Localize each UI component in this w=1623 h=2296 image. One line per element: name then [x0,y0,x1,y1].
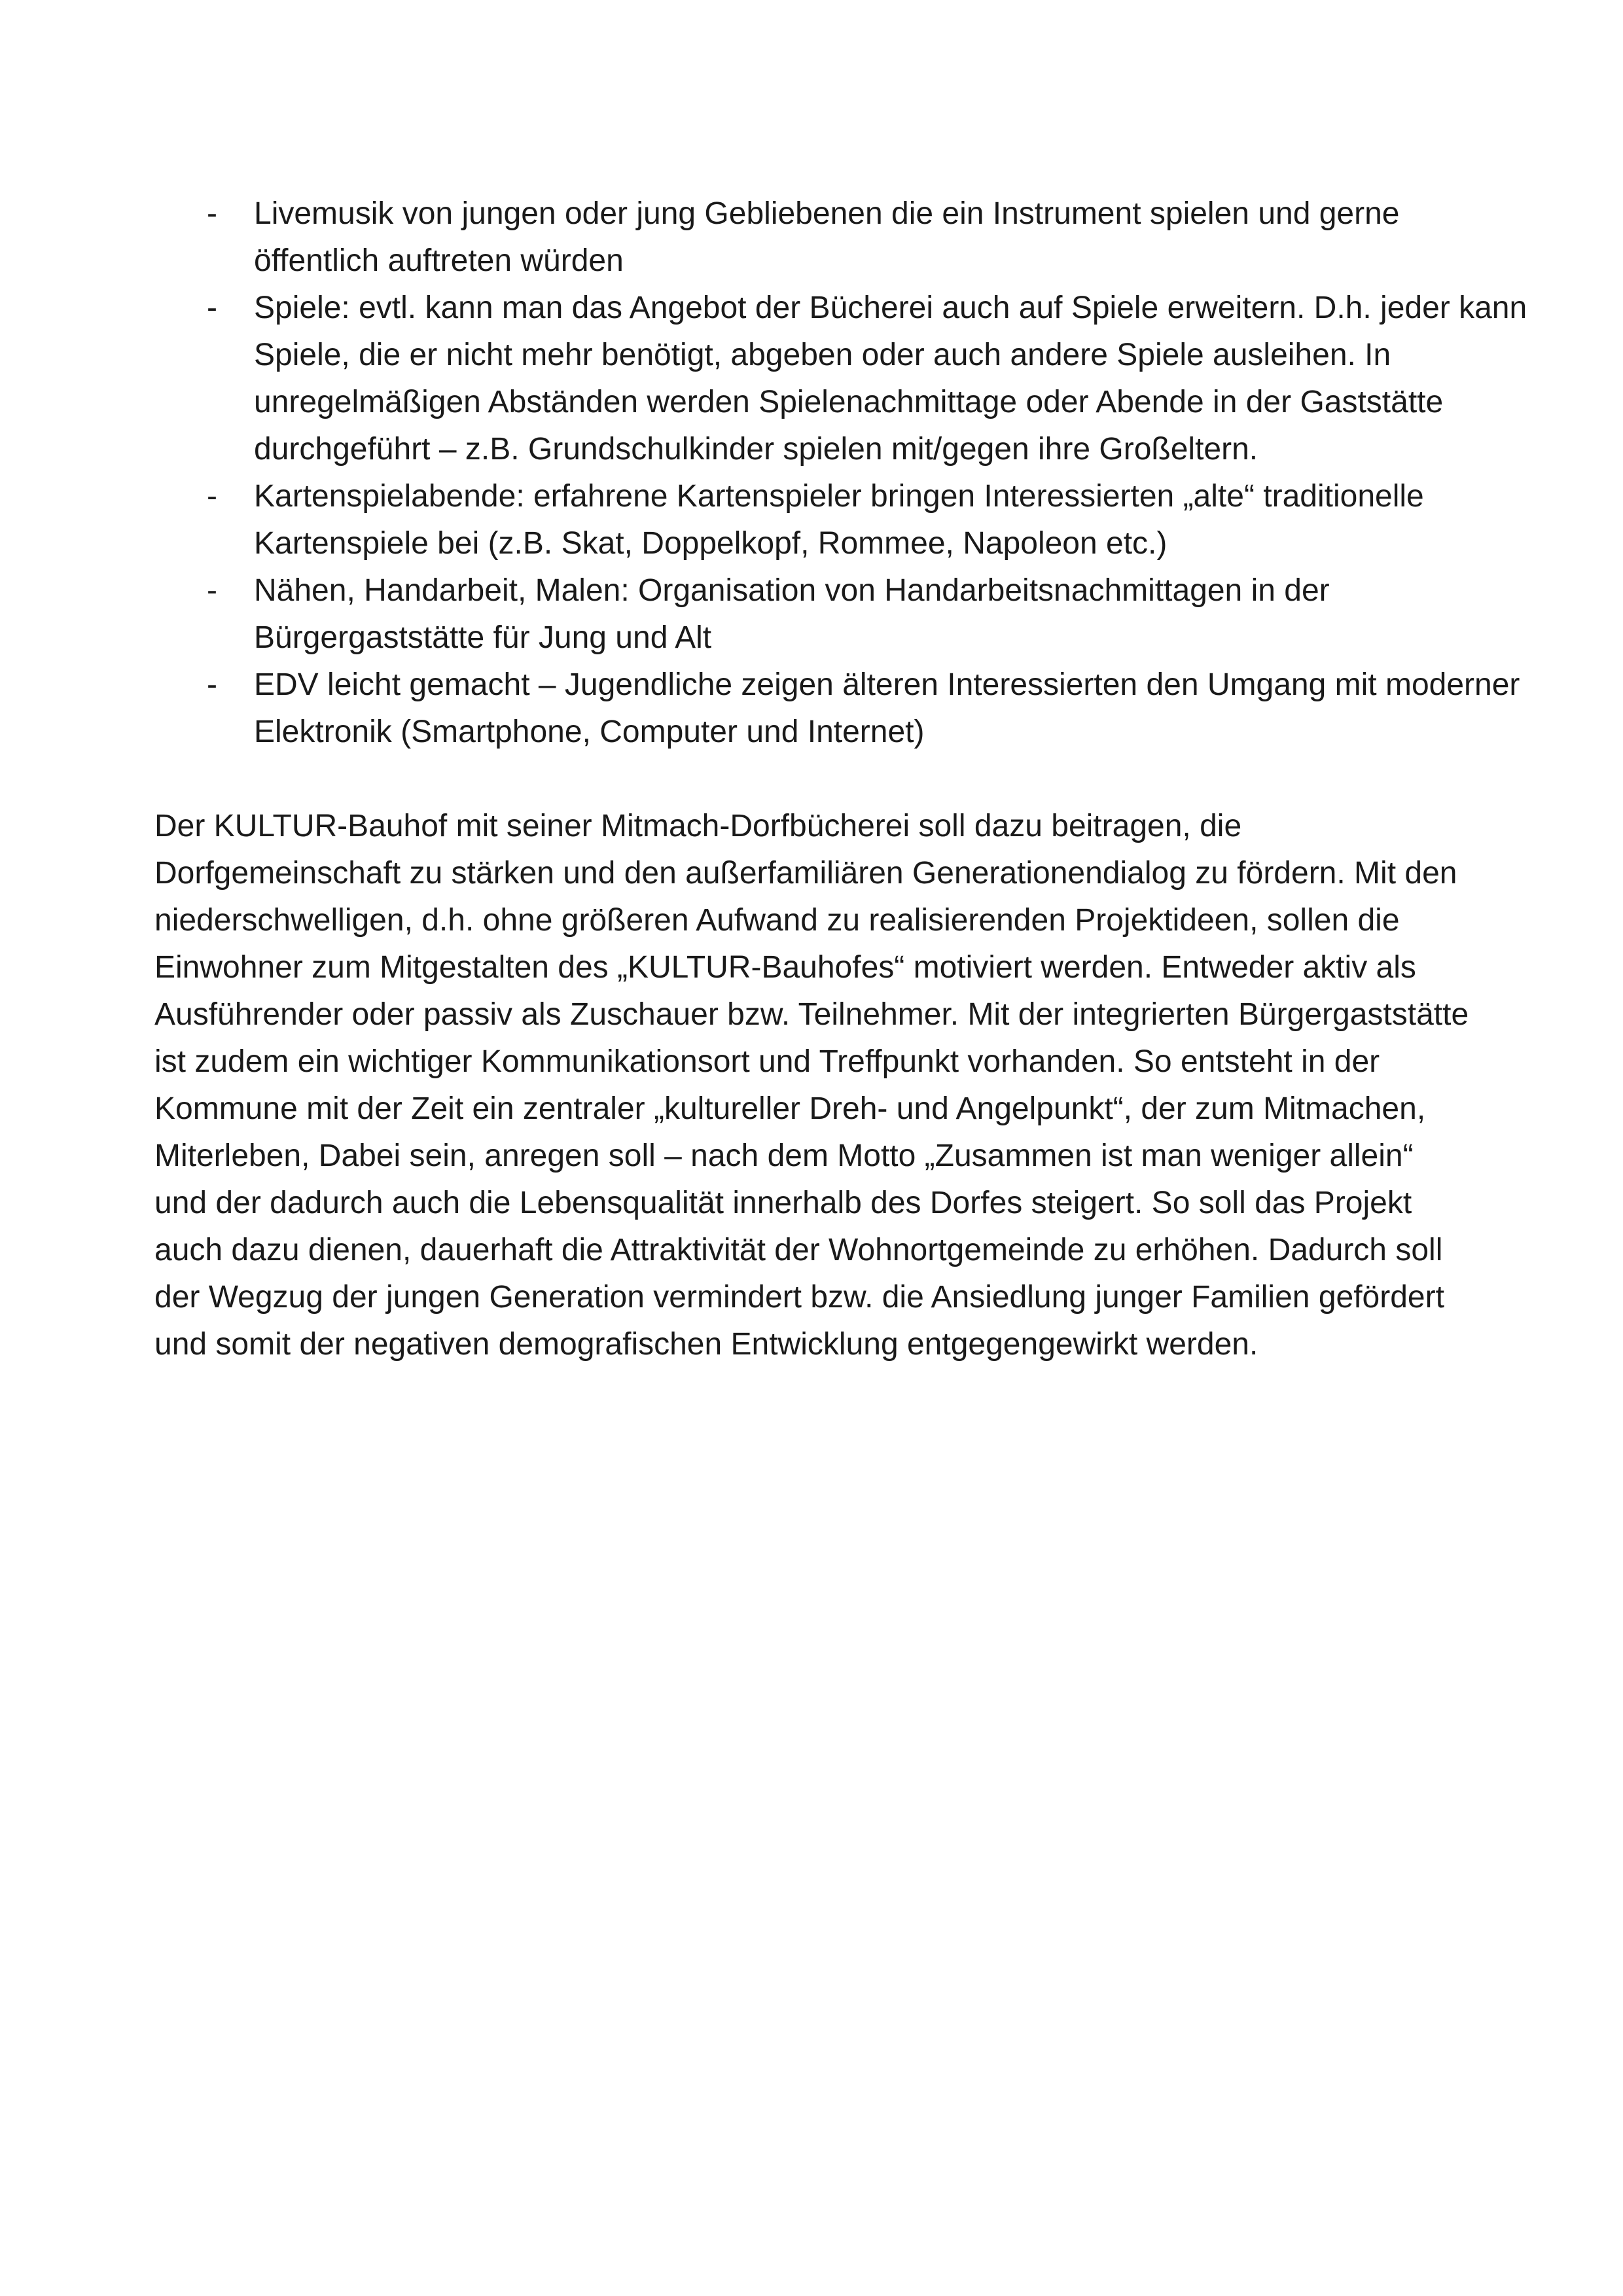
bullet-list [154,190,1527,756]
bullet-item-naehen [154,567,1470,662]
document-body [154,190,1527,1368]
bullet-item-spiele [154,285,1527,473]
bullet-marker: - [207,667,217,702]
bullet-item-edv [154,662,1520,756]
bullet-marker: - [207,573,217,608]
bullet-marker: - [207,291,217,325]
bullet-item-livemusik [154,190,1470,285]
bullet-marker: - [207,196,217,231]
bullet-text: Kartenspielabende: erfahrene Kartenspieler bringen Interessierten „alte“ traditionelle Kartenspiele bei (z.B. Skat, Doppelkopf, Rommee, Napoleon etc.) [254,479,1424,561]
bullet-text: EDV leicht gemacht – Jugendliche zeigen älteren Interessierten den Umgang mit moderner Elektronik (Smartphone, Computer und Internet) [254,667,1520,749]
bullet-text: Livemusik von jungen oder jung Gebliebenen die ein Instrument spielen und gerne öffentlich auftreten würden [254,196,1400,278]
bullet-text: Spiele: evtl. kann man das Angebot der Bücherei auch auf Spiele erweitern. D.h. jeder kann Spiele, die er nicht mehr benötigt, abgeben oder auch andere Spiele ausleihen. In unregelmäßigen Abständen werden Spielenachmittage oder Abende in der Gaststätte durchgeführt – z.B. Grundschulkinder spielen mit/gegen ihre Großeltern. [254,291,1527,467]
body-paragraph: Der KULTUR-Bauhof mit seiner Mitmach-Dorfbücherei soll dazu beitragen, die Dorfgemeinschaft zu stärken und den außerfamiliären Generationendialog zu fördern. Mit den niederschwelligen, d.h. ohne größeren Aufwand zu realisierenden Projektideen, sollen die Einwohner zum Mitgestalten des „KULTUR-Bauhofes“ motiviert werden. Entweder aktiv als Ausführender oder passiv als Zuschauer bzw. Teilnehmer. Mit der integrierten Bürgergaststätte ist zudem ein wichtiger Kommunikationsort und Treffpunkt vorhanden. So entsteht in der Kommune mit der Zeit ein zentraler „kultureller Dreh- und Angelpunkt“, der zum Mitmachen, Miterleben, Dabei sein, anregen soll – nach dem Motto „Zusammen ist man weniger allein“ und der dadurch auch die Lebensqualität innerhalb des Dorfes steigert. So soll das Projekt auch dazu dienen, dauerhaft die Attraktivität der Wohnortgemeinde zu erhöhen. Dadurch soll der Wegzug der jungen Generation vermindert bzw. die Ansiedlung junger Familien gefördert und somit der negativen demografischen Entwicklung entgegengewirkt werden. [154,809,1469,1362]
bullet-item-kartenspielabende [154,473,1470,567]
bullet-marker: - [207,479,217,514]
bullet-text: Nähen, Handarbeit, Malen: Organisation von Handarbeitsnachmittagen in der Bürgergaststätte für Jung und Alt [254,573,1330,655]
